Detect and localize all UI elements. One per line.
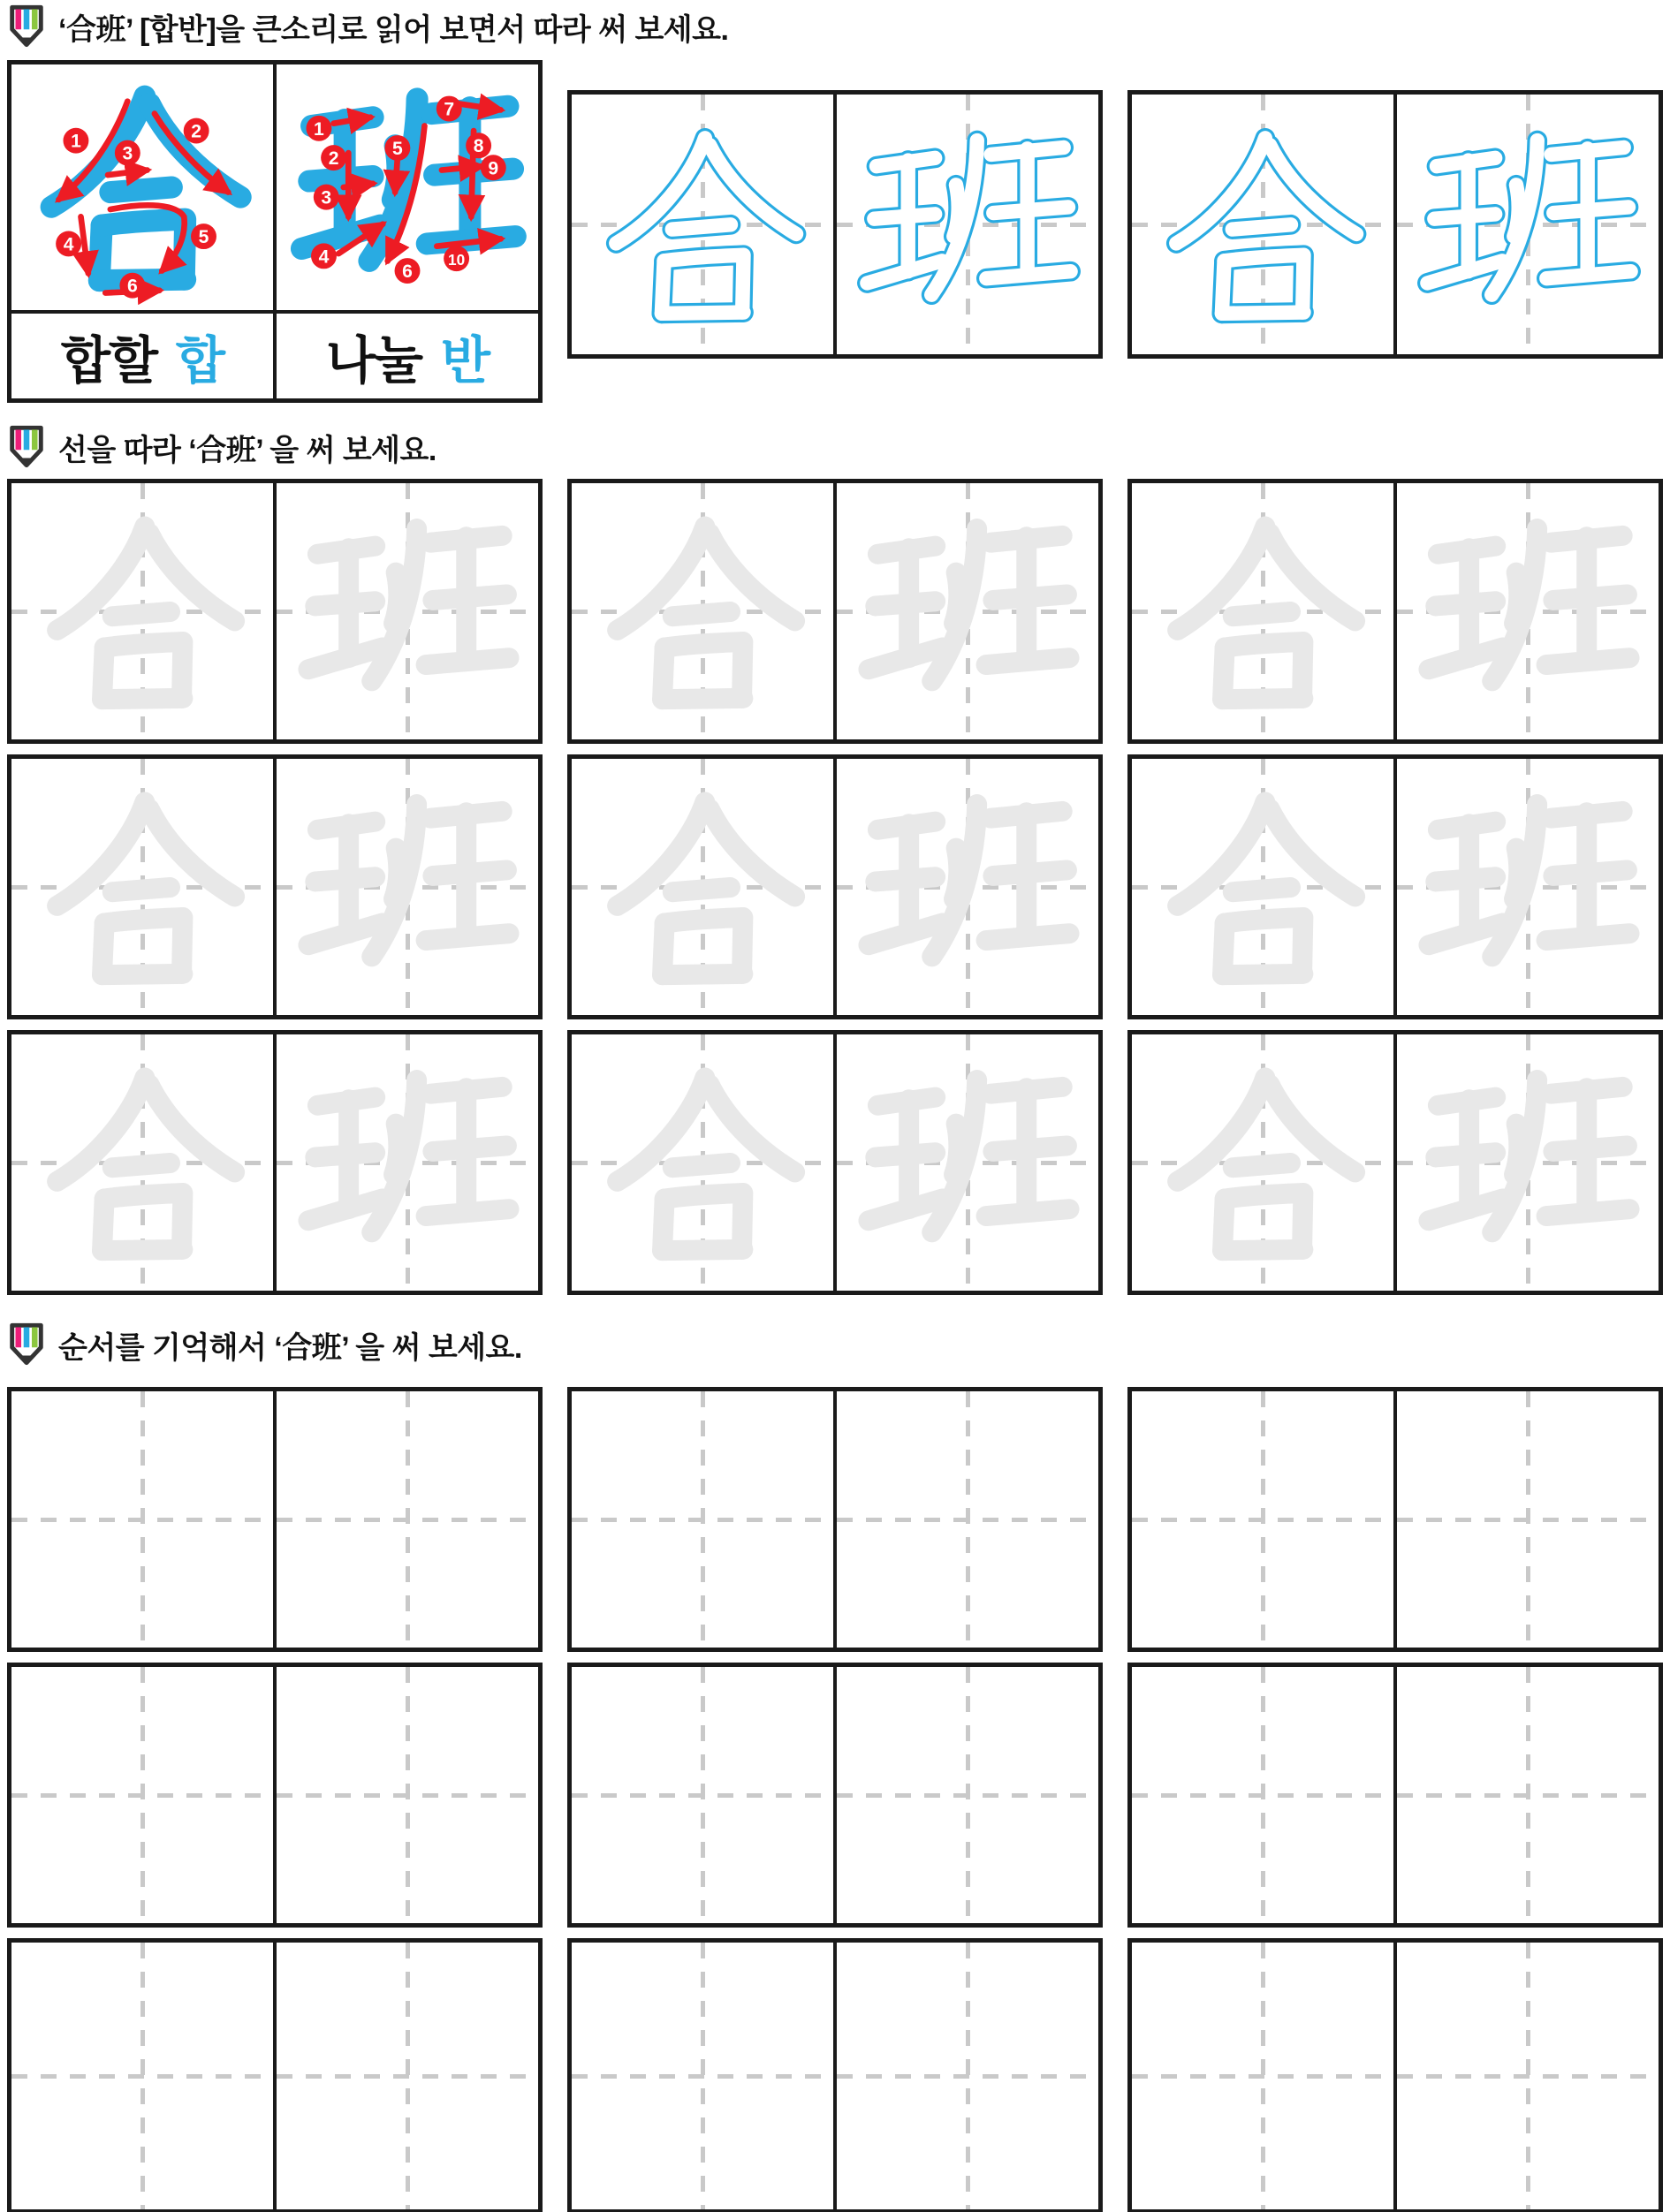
write-cell-2 [1393,1943,1659,2209]
write-cell-2 [833,1667,1098,1923]
stroke-number-badge [384,135,410,161]
write-cell-2 [1393,1667,1659,1923]
trace-glyph [1145,1048,1380,1278]
stroke-number-badge [306,116,331,141]
trace-box [7,754,543,1019]
write-cell-2 [833,1391,1098,1648]
stroke-number-badge [466,133,491,158]
memory-grid-section [0,1387,1670,2212]
memory-box [7,1387,543,1652]
trace-glyph [1410,496,1645,727]
svg-text:2: 2 [191,121,202,142]
hanja-inline: 合班 [196,434,256,467]
svg-text:3: 3 [321,187,332,208]
trace-box [567,479,1103,744]
instruction-2 [7,426,1670,468]
center-guide-vertical [966,1667,970,1923]
trace-cell-1 [11,1034,273,1291]
stroke-arrow [81,216,88,273]
trace-cell-2 [833,759,1098,1015]
memory-grid-row [7,1387,1663,1652]
memory-box [567,1938,1103,2212]
center-guide-vertical [1261,1667,1265,1923]
svg-text:4: 4 [318,246,330,268]
stroke-number-badge [184,118,209,144]
memory-box [1127,1663,1663,1928]
stroke-arrow [344,184,373,187]
trace-glyph [850,1048,1085,1278]
trace-glyph [850,496,1085,727]
memory-box [7,1663,543,1928]
stroke-order-cell-1 [11,64,273,310]
trace-glyph [25,1048,260,1278]
memory-grid-row [7,1938,1663,2212]
svg-text:6: 6 [402,261,413,283]
write-cell-2 [273,1391,538,1648]
trace-glyph [1145,496,1380,727]
memory-box [567,1387,1103,1652]
instruction-1 [7,0,1670,48]
trace-cell-2 [273,1034,538,1291]
svg-text:5: 5 [392,139,403,160]
center-guide-vertical [1526,1667,1530,1923]
stroke-number-badge [115,140,140,166]
trace-cell-1 [572,483,833,739]
hollow-outline-glyph [585,108,820,342]
stroke-number-badge [56,231,81,256]
write-cell-1 [572,1943,833,2209]
stroke-number-badge [314,185,339,210]
write-cell-1 [1132,1391,1393,1648]
hollow-practice-box [1127,90,1663,359]
stroke-number-badge [63,128,88,154]
memory-box [7,1938,543,2212]
practice-cell-2 [833,95,1098,354]
trace-box [7,479,543,744]
trace-cell-1 [1132,759,1393,1015]
trace-box [7,1030,543,1295]
write-cell-1 [11,1391,273,1648]
svg-text:10: 10 [448,251,466,269]
instruction-3 [7,1323,1670,1366]
center-guide-vertical [140,1667,145,1923]
trace-cell-2 [1393,759,1659,1015]
char-meaning-label: 나눌 [325,332,422,390]
svg-text:6: 6 [127,276,138,297]
practice-cell-2 [1393,95,1659,354]
trace-box [1127,1030,1663,1295]
hollow-outline-glyph [850,108,1085,342]
trace-grid-section [0,479,1670,1295]
trace-glyph [1145,772,1380,1003]
top-section [7,60,1663,403]
center-guide-vertical [701,1391,705,1648]
center-guide-vertical [406,1391,410,1648]
svg-text:1: 1 [314,118,324,140]
center-guide-vertical [966,1943,970,2209]
center-guide-vertical [1526,1943,1530,2209]
stroke-order-diagram-1 [11,64,273,310]
center-guide-vertical [1526,1391,1530,1648]
svg-text:3: 3 [122,143,133,164]
trace-box [1127,754,1663,1019]
char-reading-label: 합 [176,332,224,390]
stroke-arrow [442,166,481,170]
hollow-practice-box [567,90,1103,359]
trace-glyph [25,496,260,727]
pencil-icon [7,1322,46,1367]
center-guide-vertical [966,1391,970,1648]
hanja-inline: 合班 [65,13,125,47]
center-guide-vertical [140,1391,145,1648]
write-cell-1 [572,1391,833,1648]
trace-cell-1 [572,759,833,1015]
stroke-number-badge [311,243,337,269]
center-guide-vertical [1261,1391,1265,1648]
trace-cell-1 [11,483,273,739]
stroke-number-badge [481,155,506,180]
trace-cell-1 [1132,1034,1393,1291]
trace-cell-1 [11,759,273,1015]
trace-glyph [25,772,260,1003]
svg-text:7: 7 [444,99,455,120]
stroke-order-box [7,60,543,403]
trace-cell-1 [572,1034,833,1291]
trace-grid-row [7,1030,1663,1295]
write-cell-2 [1393,1391,1659,1648]
write-cell-2 [273,1667,538,1923]
svg-text:8: 8 [473,136,484,157]
trace-cell-2 [1393,1034,1659,1291]
memory-box [567,1663,1103,1928]
memory-box [1127,1387,1663,1652]
write-cell-1 [1132,1667,1393,1923]
trace-glyph [1410,772,1645,1003]
instruction-2-text: 선을 따라 ‘合班’ 을 써 보세요. [58,433,436,467]
hanja-inline: 合班 [282,1331,342,1365]
center-guide-vertical [701,1667,705,1923]
svg-text:9: 9 [488,158,499,179]
stroke-number-badge [191,223,216,249]
center-guide-vertical [406,1943,410,2209]
trace-cell-2 [833,1034,1098,1291]
center-guide-vertical [406,1667,410,1923]
center-guide-vertical [701,1943,705,2209]
char-label-cell-2 [273,314,538,398]
write-cell-1 [11,1667,273,1923]
practice-cell-1 [572,95,833,354]
trace-glyph [585,772,820,1003]
trace-cell-2 [273,483,538,739]
svg-text:2: 2 [328,148,339,170]
trace-glyph [850,772,1085,1003]
stroke-arrow [108,170,147,176]
write-cell-1 [11,1943,273,2209]
hollow-outline-glyph [1145,108,1380,342]
trace-glyph [1410,1048,1645,1278]
char-reading-label: 반 [441,332,490,390]
trace-glyph [585,496,820,727]
trace-cell-1 [1132,483,1393,739]
practice-cell-1 [1132,95,1393,354]
stroke-number-badge [395,258,421,284]
trace-glyph [290,496,525,727]
pencil-icon [7,425,46,469]
stroke-number-badge [119,273,145,299]
hollow-outline-glyph [1410,108,1645,342]
trace-box [1127,479,1663,744]
instruction-1-text: ‘合班’ [합반]을 큰소리로 읽어 보면서 따라 써 보세요. [58,12,729,47]
write-cell-1 [1132,1943,1393,2209]
trace-cell-2 [273,759,538,1015]
write-cell-2 [833,1943,1098,2209]
trace-cell-2 [833,483,1098,739]
trace-grid-row [7,754,1663,1019]
stroke-order-cell-2 [273,64,538,310]
pencil-icon [7,4,46,49]
svg-text:4: 4 [63,234,74,255]
trace-cell-2 [1393,483,1659,739]
trace-box [567,754,1103,1019]
center-guide-vertical [140,1943,145,2209]
stroke-order-diagram-2 [277,64,538,310]
trace-box [567,1030,1103,1295]
stroke-number-badge [321,145,346,170]
trace-glyph [585,1048,820,1278]
write-cell-2 [273,1943,538,2209]
trace-glyph [290,1048,525,1278]
trace-glyph [290,772,525,1003]
stroke-arrow [395,158,398,193]
trace-grid-row [7,479,1663,744]
svg-text:1: 1 [71,131,81,152]
char-label-cell-1 [11,314,273,398]
center-guide-vertical [1261,1943,1265,2209]
char-meaning-label: 합할 [60,332,157,390]
memory-grid-row [7,1663,1663,1928]
write-cell-1 [572,1667,833,1923]
stroke-number-badge [444,246,469,271]
svg-text:5: 5 [198,227,209,248]
stroke-number-badge [436,96,462,122]
instruction-3-text: 순서를 기억해서 ‘合班’ 을 써 보세요. [58,1330,522,1365]
memory-box [1127,1938,1663,2212]
